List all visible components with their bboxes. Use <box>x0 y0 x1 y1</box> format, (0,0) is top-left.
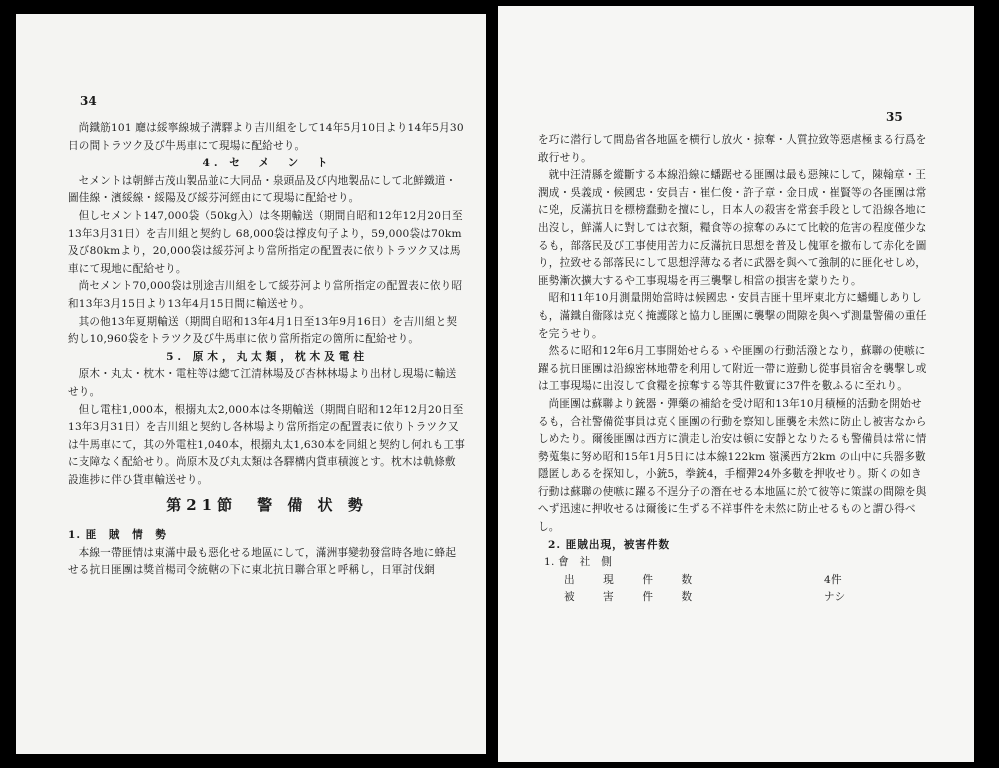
incident-row <box>564 589 928 607</box>
cement-paragraph-3: 尚セメント70,000袋は別途吉川組をして綏芬河より當所指定の配置表に依り昭和13年3月15日より13年4月15日間に輸送せり。 <box>68 280 463 310</box>
right-page <box>498 6 974 762</box>
incident-value: 4件 <box>824 573 842 586</box>
body-paragraph-1: 就中汪清縣を縱斷する本線沿線に蟠踞せる匪團は最も惡辣にして，陳翰章・王潤成・吳義成・候國忠・安員吉・崔仁俊・許子章・金日成・崔賢等の各匪團は常に兇，反滿抗日を標榜蠢動を擅にし，日本人の殺害を常套手段として沿線各地に出沒し，鮮滿人に對しては衣類，糧食等の掠奪のみにて比較的危害の程度僅少なるも，部落民及び工事使用苦力に反滿抗日思想を普及し傀軍を撤布して赤化を圖り，拉致せる部落民にして思想浮薄なる者に武器を與へて強制的に匪化せしめ，匪勢漸次擴大するや工事現場を再三襲撃し相當の損害を蒙りたり。 <box>538 169 927 287</box>
bandit-paragraph: 本線一帶匪情は東滿中最も惡化せる地區にして，滿洲事變勃發當時各地に蜂起せる抗日匪團は獎首楊司令統轄の下に東北抗日聯合軍と呼稱し，日軍討伐網 <box>68 546 457 577</box>
cement-paragraph-2: 但しセメント147,000袋（50kg入）は冬期輸送（期間自昭和12年12月20日至13年3月31日）を吉川組と契約し 68,000袋は撑皮句子より，59,000袋は70km及び80kmより，20,000袋は綏芬河より當所指定の配置表に依りトラツク又は馬車にて現地に配給せり。 <box>68 209 463 275</box>
body-paragraph-3: 然るに昭和12年6月工事開始せらるゝや匪團の行動活潑となり，蘇聯の使嗾に躍る抗日匪團は沿線密林地帶を利用して附近一帶に遊動し從事員宿舍を襲撃し或は工事現場に出沒して食糧を掠奪する等其件數實に37件を數ふるに至れり。 <box>538 345 927 393</box>
cement-paragraph-1: セメントは朝鮮古茂山製品並に大同品・泉頭品及び内地製品にして北鮮鐵道・圖佳線・濱綏線・綏陽及び綏芬河經由にて現場に配給せり。 <box>68 174 457 205</box>
intro-paragraph: 尚鐵筋101 廰は綏寧線城子溝驛より吉川組をして14年5月10日より14年5月30日の間トラツク及び牛馬車にて現場に配給せり。 <box>68 122 464 152</box>
right-page-text <box>538 132 928 607</box>
incident-value: ナシ <box>824 591 846 604</box>
left-page <box>16 14 486 754</box>
timber-heading: 5. 原木，丸太類，枕木及電柱 <box>166 350 368 363</box>
bandit-heading: 1. 匪 賊 情 勢 <box>68 529 167 542</box>
body-paragraph-4: 尚匪團は蘇聯より銃器・彈藥の補給を受け昭和13年10月積極的活動を開始せるも，合社警備從事員は克く匪團の行動を察知し匪襲を未然に防止し被害なからしめたり。爾後匪團は西方に潰走し治安は頓に安靜となりたるも警備員は常に情勢蒐集に努め昭和15年1月5日には本線122km 嶺溪西方2km の山中に兵器多數隱匿しあるを探知し，小銃5，拳銃4，手榴彈24外多數を押收せり。斯くの如き行動は蘇聯の使嗾に躍る不逞分子の潛在せる本地區に於て彼等に策謀の間隙を與へず迅速に押收せるは爾後に生ずる不祥事件を未然に防止せるものと謂ひ得べし。 <box>538 397 927 534</box>
timber-paragraph-1: 原木・丸太・枕木・電柱等は總て江清林場及び杏林林場より出材し現場に輸送せり。 <box>68 368 457 398</box>
continuation-paragraph: を巧に潜行して間島省各地區を横行し放火・掠奪・人質拉致等惡虐極まる行爲を敢行せり。 <box>538 134 927 164</box>
left-page-text <box>68 120 466 580</box>
body-paragraph-2: 昭和11年10月測量開始當時は候國忠・安員吉匪十里坪東北方に蟠蠅しありしも，滿鐵自衞隊は克く掩護隊と協力し匪團に襲撃の間隙を與へず測量警備の重任を完うせり。 <box>538 292 927 340</box>
incident-row <box>564 572 928 590</box>
cement-heading: 4. セ メ ン ト <box>202 157 332 170</box>
timber-paragraph-2: 但し電柱1,000本，根搦丸太2,000本は冬期輸送（期間自昭和12年12月20日至13年3月31日）を吉川組と契約し各林場より當所指定の配置表に依りトラツク又は牛馬車にて，其の外電柱1,040本，根搦丸太1,630本を同組と契約し何れも工事に支障なく配給せり。尚原木及び丸太類は各驛構内貨車積渡とす。枕木は軌條敷設進捗に伴ひ貨車輸送せり。 <box>68 403 466 486</box>
incident-heading: 2. 匪賊出現，被害件数 <box>548 538 671 551</box>
page-number: 34 <box>80 94 97 108</box>
cement-paragraph-4: 其の他13年夏期輸送（期間自昭和13年4月1日至13年9月16日）を吉川組と契約し10,960袋をトラツク及び牛馬車に依り當所指定の箇所に配給せり。 <box>68 315 458 346</box>
incident-subheading: 1. 會 社 側 <box>544 556 613 569</box>
page-number: 35 <box>886 110 903 124</box>
incident-label: 出 現 件 数 <box>564 573 702 586</box>
incident-label: 被 害 件 数 <box>564 591 702 604</box>
section-title: 第21節 警 備 状 勢 <box>166 496 368 515</box>
